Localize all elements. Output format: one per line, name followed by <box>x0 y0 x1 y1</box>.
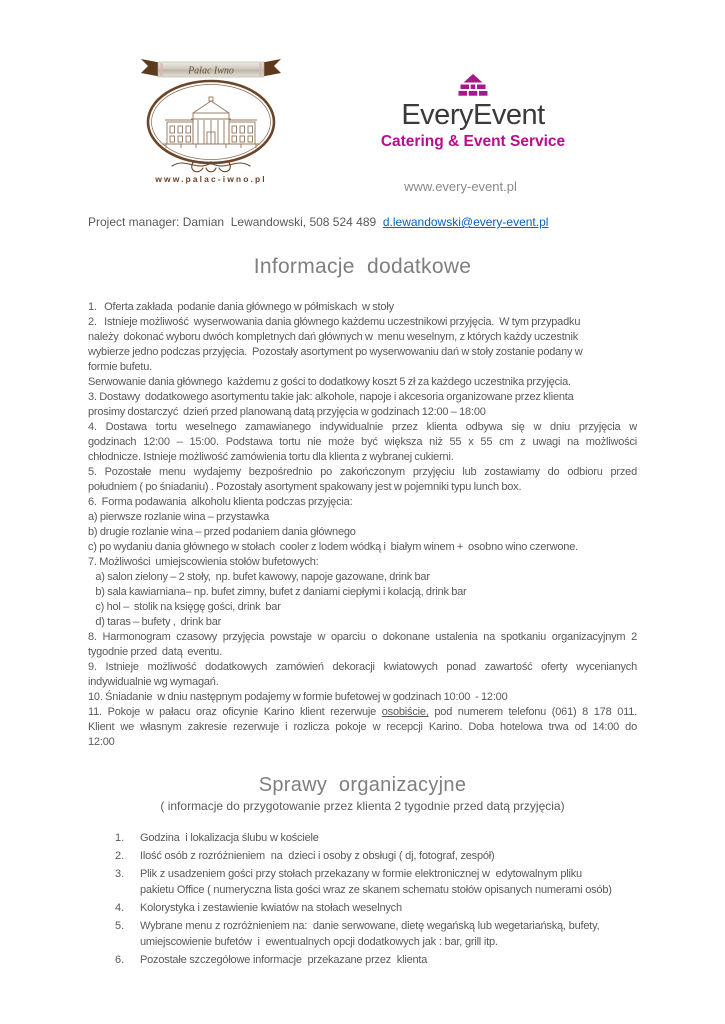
text-segment: 7. Możliwości umiejscowienia stołów bufetowych: <box>88 556 319 568</box>
document-content <box>88 215 637 970</box>
list-item <box>88 866 637 898</box>
text-line: Kolorystyka i zestawienie kwiatów na stołach weselnych <box>140 902 402 914</box>
text-segment: Klient we własnym zakresie rezerwuje i rozlicza pokoje w recepcji Karino. Doba hotelowa trwa od 14:00 do <box>88 721 637 733</box>
list-item-text <box>140 830 637 846</box>
list-item <box>88 918 637 950</box>
text-segment: a) salon zielony – 2 stoły, np. bufet kawowy, napoje gazowane, drink bar <box>88 571 430 583</box>
every-event-wordmark: EveryEvent <box>401 99 545 131</box>
text-line <box>88 585 637 600</box>
text-line <box>88 300 637 315</box>
text-line <box>88 315 637 330</box>
text-segment: formie bufetu. <box>88 361 153 373</box>
text-line <box>88 480 637 495</box>
list-item-text <box>140 900 637 916</box>
text-segment: pod numerem telefonu (061) 8 178 011. <box>428 706 638 718</box>
text-segment: c) hol – stolik na księgę gości, drink bar <box>88 601 281 613</box>
list-item-number: 3. <box>115 868 125 880</box>
text-segment: 2. Istnieje możliwość wyserwowania dania głównego każdemu uczestnikowi przyjęcia. W tym przypadku <box>88 316 581 328</box>
text-line <box>88 720 637 735</box>
text-segment: 1. Oferta zakłada podanie dania głównego w półmiskach w stoły <box>88 301 394 313</box>
project-manager-text: Project manager: Damian Lewandowski, 508 524 489 <box>88 215 383 229</box>
text-line <box>88 345 637 360</box>
text-segment: Serwowanie dania głównego każdemu z gości to dodatkowy koszt 5 zł za każdego uczestnika przyjęcia. <box>88 376 571 388</box>
text-segment: należy dokonać wyboru dwóch kompletnych dań głównych w menu weselnym, z których każdy uczestnik <box>88 331 579 343</box>
text-line <box>88 390 637 405</box>
section-subtitle: ( informacje do przygotowanie przez klienta 2 tygodnie przed datą przyjęcia) <box>160 799 565 813</box>
section-title-organizacyjne: Sprawy organizacyjne <box>258 774 467 796</box>
text-line <box>88 420 637 435</box>
palac-iwno-logo <box>136 54 286 188</box>
list-item-text <box>140 918 637 950</box>
text-segment: 4. Dostawa tortu weselnego zamawianego indywidualnie przez klienta odbywa się w dniu przyjęcia w <box>88 421 637 433</box>
text-line <box>88 450 637 465</box>
text-segment: d) taras – bufety , drink bar <box>88 616 222 628</box>
list-item-text <box>140 848 637 864</box>
text-line <box>88 405 637 420</box>
text-line <box>88 360 637 375</box>
website-url: www.every-event.pl <box>404 179 517 194</box>
informacje-lines <box>88 300 637 750</box>
text-segment: wybierze jedno podczas przyjęcia. Pozostały asortyment po wyserwowaniu dań w stoły zostanie podany w <box>88 346 583 358</box>
text-segment: 8. Harmonogram czasowy przyjęcia powstaje w oparciu o dokonane ustalenia na spotkaniu organizacyjnym 2 <box>88 631 637 643</box>
text-line <box>88 630 637 645</box>
text-segment: a) pierwsze rozlanie wina – przystawka <box>88 511 270 523</box>
list-item <box>88 848 637 864</box>
text-line <box>88 510 637 525</box>
text-line <box>88 525 637 540</box>
text-line <box>88 570 637 585</box>
text-segment: tygodnie przed datą eventu. <box>88 646 223 658</box>
text-segment: prosimy dostarczyć dzień przed planowaną datą przyjęcia w godzinach 12:00 – 18:00 <box>88 406 486 418</box>
text-line <box>88 615 637 630</box>
text-line <box>88 735 637 750</box>
text-segment: 5. Pozostałe menu wydajemy bezpośrednio po zakończonym przyjęciu lub zostawiamy do odbioru przed <box>88 466 637 478</box>
text-line <box>88 645 637 660</box>
text-segment: 9. Istnieje możliwość dodatkowych zamówień dekoracji kwiatowych ponad zawartość oferty wycenianych <box>88 661 637 673</box>
every-event-logo <box>378 74 568 151</box>
section-title-informacje: Informacje dodatkowe <box>253 255 472 278</box>
text-segment: b) sala kawiarniana– np. bufet zimny, bufet z daniami ciepłymi i kolacją, drink bar <box>88 586 467 598</box>
flourish-ornament <box>172 161 250 172</box>
palac-iwno-url: www.palac-iwno.pl <box>155 174 267 184</box>
text-line: pakietu Office ( numeryczna lista gości wraz ze skanem schematu stołów opisanych numerami osób) <box>140 884 612 896</box>
awning-icon <box>458 74 488 98</box>
list-item-number: 6. <box>115 954 125 966</box>
text-line <box>88 600 637 615</box>
text-segment: b) drugie rozlanie wina – przed podaniem dania głównego <box>88 526 356 538</box>
list-item-number: 1. <box>115 832 125 844</box>
text-line: umiejscowienie bufetów i ewentualnych opcji dodatkowych jak : bar, grill itp. <box>140 936 498 948</box>
text-segment: godzinach 12:00 – 15:00. Podstawa tortu nie może być większa niż 55 x 55 cm z uwagi na możliwości <box>88 436 637 448</box>
text-line <box>88 675 637 690</box>
text-segment: 6. Forma podawania alkoholu klienta podczas przyjęcia: <box>88 496 353 508</box>
text-line <box>88 690 637 705</box>
list-item <box>88 830 637 846</box>
text-line: Ilość osób z rozróżnieniem na dzieci i osoby z obsługi ( dj, fotograf, zespół) <box>140 850 495 862</box>
text-line <box>88 555 637 570</box>
text-segment: indywidualnie wg wymagań. <box>88 676 219 688</box>
palac-iwno-banner-text: Pałac Iwno <box>188 65 234 77</box>
palace-building <box>162 97 260 148</box>
text-line <box>88 705 637 720</box>
text-segment: południem ( po śniadaniu) . Pozostały asortyment spakowany jest w pojemniki typu lunch box. <box>88 481 522 493</box>
text-line <box>88 465 637 480</box>
text-line: Godzina i lokalizacja ślubu w kościele <box>140 832 319 844</box>
text-line: Plik z usadzeniem gości przy stołach przekazany w formie elektronicznej w edytowalnym pliku <box>140 868 582 880</box>
email-link[interactable]: d.lewandowski@every-event.pl <box>382 215 549 229</box>
list-item <box>88 900 637 916</box>
palace-illustration <box>136 54 286 188</box>
list-item-number: 2. <box>115 850 125 862</box>
text-line <box>88 660 637 675</box>
list-item-text <box>140 952 637 968</box>
text-segment: 11. Pokoje w pałacu oraz oficynie Karino klient rezerwuje <box>88 706 382 718</box>
text-line <box>88 435 637 450</box>
text-segment: 12:00 <box>88 736 115 748</box>
text-segment: 10. Śniadanie w dniu następnym podajemy w formie bufetowej w godzinach 10:00 - 12:00 <box>88 691 508 703</box>
text-segment: chłodnicze. Istnieje możliwość zamówienia tortu dla klienta z wybranej cukierni. <box>88 451 454 463</box>
text-segment: c) po wydaniu dania głównego w stołach cooler z lodem wódką i białym winem + osobno wino czerwone. <box>88 541 578 553</box>
text-line: Pozostałe szczegółowe informacje przekazane przez klienta <box>140 954 428 966</box>
organizacyjne-list <box>88 830 637 968</box>
text-line: Wybrane menu z rozróżnieniem na: danie serwowane, dietę wegańską lub wegetariańską, bufety, <box>140 920 600 932</box>
project-manager-line <box>88 215 637 229</box>
palac-iwno-banner <box>141 59 281 77</box>
underlined-text: osobiście, <box>381 706 429 718</box>
text-segment: 3. Dostawy dodatkowego asortymentu takie jak: alkohole, napoje i akcesoria organizowane przez klienta <box>88 391 574 403</box>
text-line <box>88 540 637 555</box>
text-line <box>88 495 637 510</box>
text-line <box>88 330 637 345</box>
list-item <box>88 952 637 968</box>
list-item-number: 5. <box>115 920 125 932</box>
every-event-tagline: Catering & Event Service <box>380 133 566 151</box>
text-line <box>88 375 637 390</box>
list-item-number: 4. <box>115 902 125 914</box>
list-item-text <box>140 866 637 898</box>
